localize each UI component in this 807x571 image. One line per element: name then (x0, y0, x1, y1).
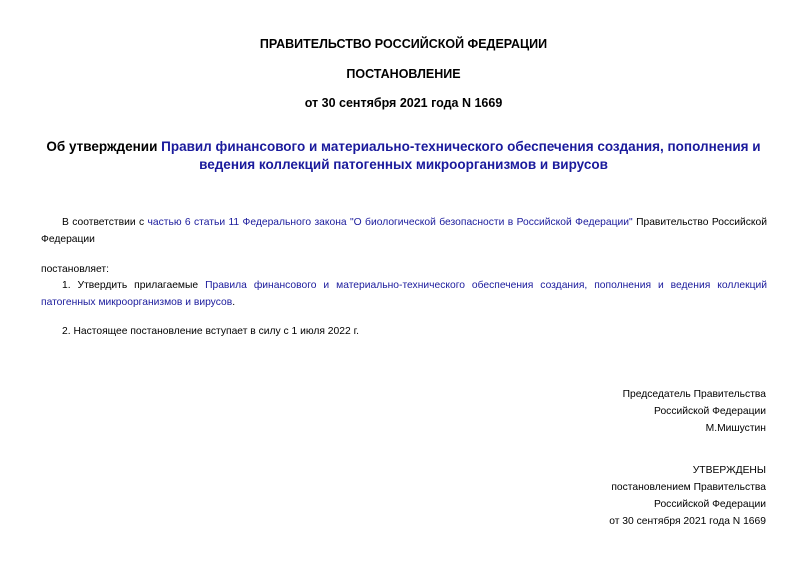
decree-word: постановляет: (41, 264, 109, 275)
document-title (40, 138, 767, 174)
signature-position: Председатель Правительства (622, 389, 766, 400)
signature-block (623, 386, 766, 437)
approval-heading: УТВЕРЖДЕНЫ (692, 465, 766, 476)
signature-name: М.Мишустин (705, 423, 766, 434)
signature-country: Российской Федерации (654, 406, 766, 417)
approved-rules-link[interactable]: Правила финансового и материально-технического обеспечения создания, пополнения и ведения коллекций патогенных микроорганизмов и вирусов (41, 280, 768, 308)
item-1-text-after: . (232, 297, 236, 308)
approval-date-number: от 30 сентября 2021 года N 1669 (609, 516, 766, 527)
approval-by: постановлением Правительства (611, 482, 766, 493)
document-date-number: от 30 сентября 2021 года N 1669 (304, 96, 503, 110)
item-1-text-before: 1. Утвердить прилагаемые (62, 280, 206, 291)
federal-law-link[interactable]: частью 6 статьи 11 Федерального закона "О биологической безопасности в Российской Федерации" (147, 217, 633, 228)
item-1-paragraph (41, 277, 767, 311)
preamble-text-after: Правительство Российской Федерации (41, 217, 768, 245)
government-header: ПРАВИТЕЛЬСТВО РОССИЙСКОЙ ФЕДЕРАЦИИ (259, 37, 548, 51)
document-type: ПОСТАНОВЛЕНИЕ (346, 67, 461, 81)
preamble-text-before: В соответствии с (62, 217, 148, 228)
approval-country: Российской Федерации (654, 499, 766, 510)
title-prefix: Об утверждении (46, 139, 162, 154)
preamble-paragraph (41, 214, 767, 248)
approval-block (609, 462, 766, 530)
item-2-paragraph: 2. Настоящее постановление вступает в силу с 1 июля 2022 г. (62, 326, 359, 337)
title-rules-link[interactable]: Правил финансового и материально-технического обеспечения создания, пополнения и ведения коллекций патогенных микроорганизмов и вирусов (161, 139, 761, 172)
